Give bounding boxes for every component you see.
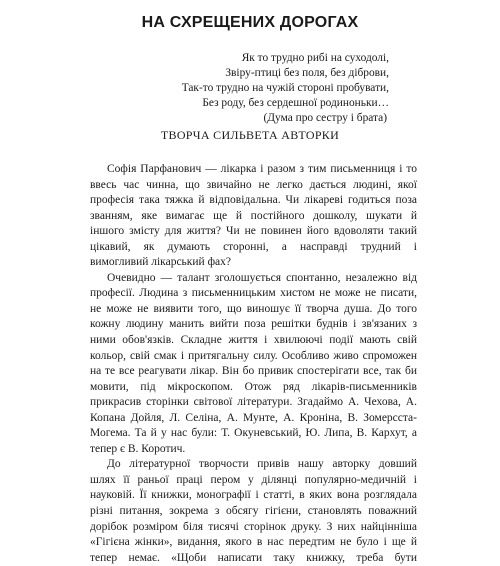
text-line: різні питання, зокрема з обсягу гігієни, становлять поважний [90, 505, 417, 518]
text-line: тепер є В. Коротич. [90, 442, 186, 455]
text-line: До літературної творчости привів нашу авторку довший [107, 458, 417, 471]
paragraph [90, 162, 417, 271]
text-line: Могема. Та й у нас були: Т. Окуневський, Ю. Липа, В. Кархут, а [90, 427, 417, 440]
body-text [90, 162, 417, 566]
text-line: дорібок розміром біля тисячі сторінок друку. З них найцінніша [90, 520, 417, 533]
epigraph-line: Як то трудно рибі на суходолі, [241, 52, 389, 64]
epigraph-line: Звіру-птиці без поля, без діброви, [225, 67, 389, 79]
text-line: вимогливий лікарський фах? [90, 256, 231, 269]
text-line: науковій. Її книжки, монографії і статті, в яких вона розглядала [90, 489, 417, 502]
paragraph [90, 457, 417, 566]
text-line: кожну людину манить вийти поза решітки буднів і зв'язаних з [90, 318, 417, 331]
text-line: «Гігієна жінки», видання, якого в нас передтим не було і ще й [90, 536, 417, 549]
text-line: шлях її раньої праці пером у ділянці популярно-медичній і [90, 473, 417, 486]
text-line: ними обов'язків. Складне життя і хвилюючі події мають свій [90, 334, 417, 347]
page-title: НА СХРЕЩЕНИХ ДОРОГАХ [141, 14, 359, 31]
text-line: Очевидно — талант зголошується спонтанно, незалежно від [107, 271, 417, 284]
text-line: тепер немає. «Щоби написати таку книжку, треба бути [90, 551, 417, 564]
text-line: Софія Парфанович — лікарка і разом з тим письменниця і то [107, 163, 417, 175]
section-title: ТВОРЧА СИЛЬВЕТА АВТОРКИ [160, 128, 340, 142]
text-line: не може не виявити того, що виношує її творча душа. До того [90, 302, 417, 315]
paragraph [90, 271, 417, 458]
epigraph-source: (Дума про сестру і брата) [263, 112, 387, 124]
epigraph-line: Так-то трудно на чужій стороні пробувати, [181, 82, 389, 94]
text-line: на те все реагувати лікар. Він бо привик спостерігати все, так би [90, 365, 417, 378]
epigraph [109, 51, 389, 126]
text-line: званням, яке вимагає ще й постійного дошколу, шукати й [90, 209, 417, 222]
text-line: іншого змісту для життя? Чи не повинен його вдоволяти такий [90, 225, 417, 238]
text-line: цікавий, як думають сторонні, а насправді трудний і [90, 240, 417, 253]
text-line: ввесь час чинна, що звичайно не легко дається людині, якої [90, 178, 417, 191]
text-line: прикрасив сторінки світової літератури. Згадаймо А. Чехова, А. [90, 396, 417, 409]
text-line: професія така тяжка й відповідальна. Чи лікареві годиться поза [90, 194, 417, 207]
text-line: кольор, свій смак і притягальну силу. Особливо живо спроможен [90, 349, 417, 362]
epigraph-line: Без роду, без сердешної родиноньки… [202, 97, 389, 109]
text-line: Копана Дойля, Л. Селіна, А. Мунте, А. Кроніна, В. Зомерсста- [90, 411, 417, 424]
text-line: професії. Людина з письменницьким хистом не може не писати, [90, 287, 417, 300]
text-line: мовити, під мікроскопом. Отож ряд лікарів-письменників [90, 380, 417, 393]
